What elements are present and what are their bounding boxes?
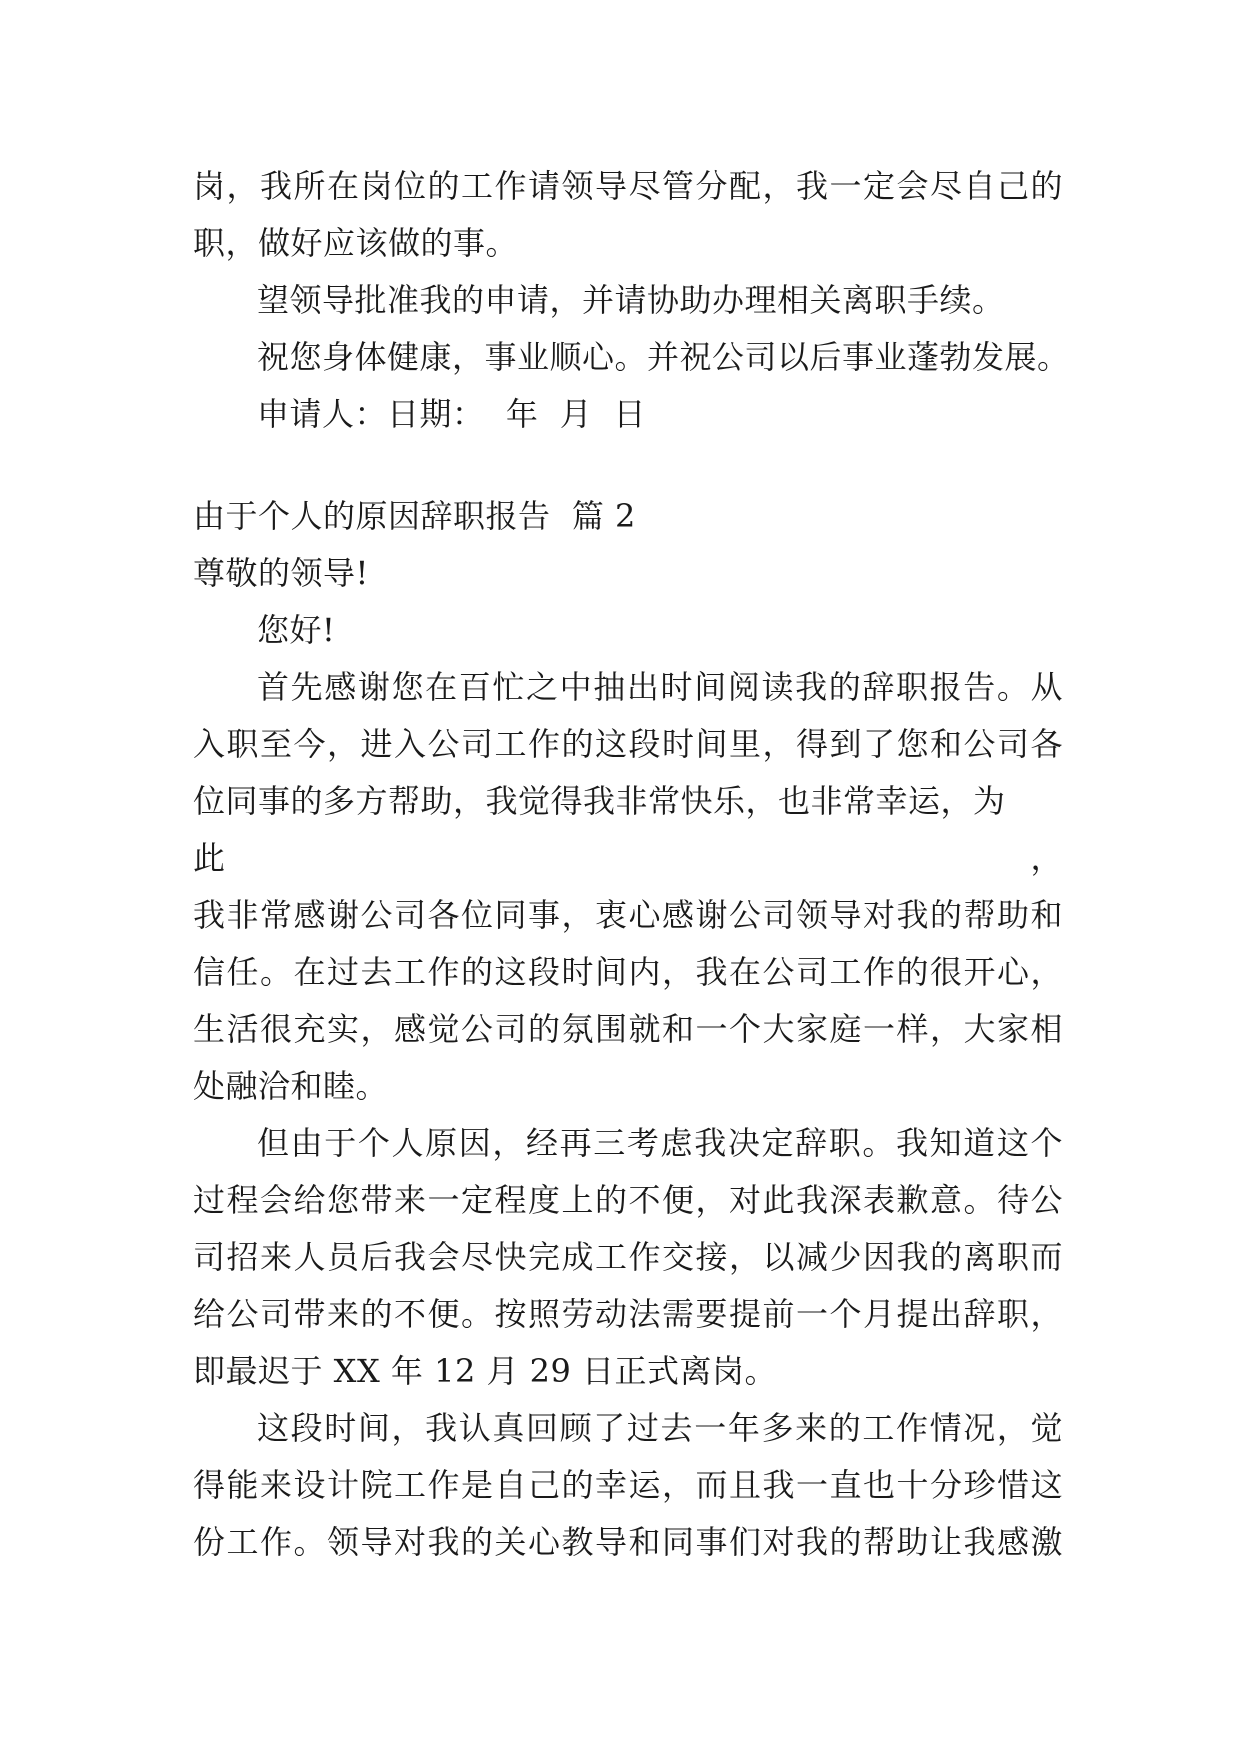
paragraph-line: 职，做好应该做的事。 [193, 224, 519, 262]
wish-paragraph: 祝您身体健康，事业顺心。并祝公司以后事业蓬勃发展。 [257, 338, 1070, 376]
document-body [193, 158, 1070, 1571]
paragraph-line: 司招来人员后我会尽快完成工作交接，以减少因我的离职而 [193, 1238, 1063, 1276]
paragraph-line: 处融洽和睦。 [193, 1067, 389, 1105]
signature-line: 申请人：日期： 年 月 日 [257, 395, 647, 433]
paragraph-line: 生活很充实，感觉公司的氛围就和一个大家庭一样，大家相 [193, 1010, 1063, 1048]
paragraph-line: 份工作。领导对我的关心教导和同事们对我的帮助让我感激 [193, 1523, 1063, 1561]
paragraph-line: 得能来设计院工作是自己的幸运，而且我一直也十分珍惜这 [193, 1466, 1063, 1504]
salutation: 尊敬的领导! [193, 554, 369, 592]
paragraph-line: 首先感谢您在百忙之中抽出时间阅读我的辞职报告。从 [257, 668, 1063, 706]
paragraph-line: 这段时间，我认真回顾了过去一年多来的工作情况，觉 [257, 1409, 1063, 1447]
paragraph-line: 入职至今，进入公司工作的这段时间里，得到了您和公司各 [193, 725, 1063, 763]
paragraph-line: 过程会给您带来一定程度上的不便，对此我深表歉意。待公 [193, 1181, 1063, 1219]
greeting: 您好! [257, 611, 336, 649]
paragraph-line: 位同事的多方帮助，我觉得我非常快乐，也非常幸运，为此， [193, 782, 1063, 877]
paragraph-line: 给公司带来的不便。按照劳动法需要提前一个月提出辞职， [193, 1295, 1063, 1333]
paragraph-line: 但由于个人原因，经再三考虑我决定辞职。我知道这个 [257, 1124, 1063, 1162]
paragraph-line: 我非常感谢公司各位同事，衷心感谢公司领导对我的帮助和 [193, 896, 1063, 934]
paragraph-line: 即最迟于 XX 年 12 月 29 日正式离岗。 [193, 1352, 778, 1390]
section-title: 由于个人的原因辞职报告 篇 2 [193, 497, 636, 535]
paragraph-line: 岗，我所在岗位的工作请领导尽管分配，我一定会尽自己的 [193, 167, 1063, 205]
paragraph-line: 信任。在过去工作的这段时间内，我在公司工作的很开心， [193, 953, 1063, 991]
request-paragraph: 望领导批准我的申请，并请协助办理相关离职手续。 [257, 281, 1005, 319]
